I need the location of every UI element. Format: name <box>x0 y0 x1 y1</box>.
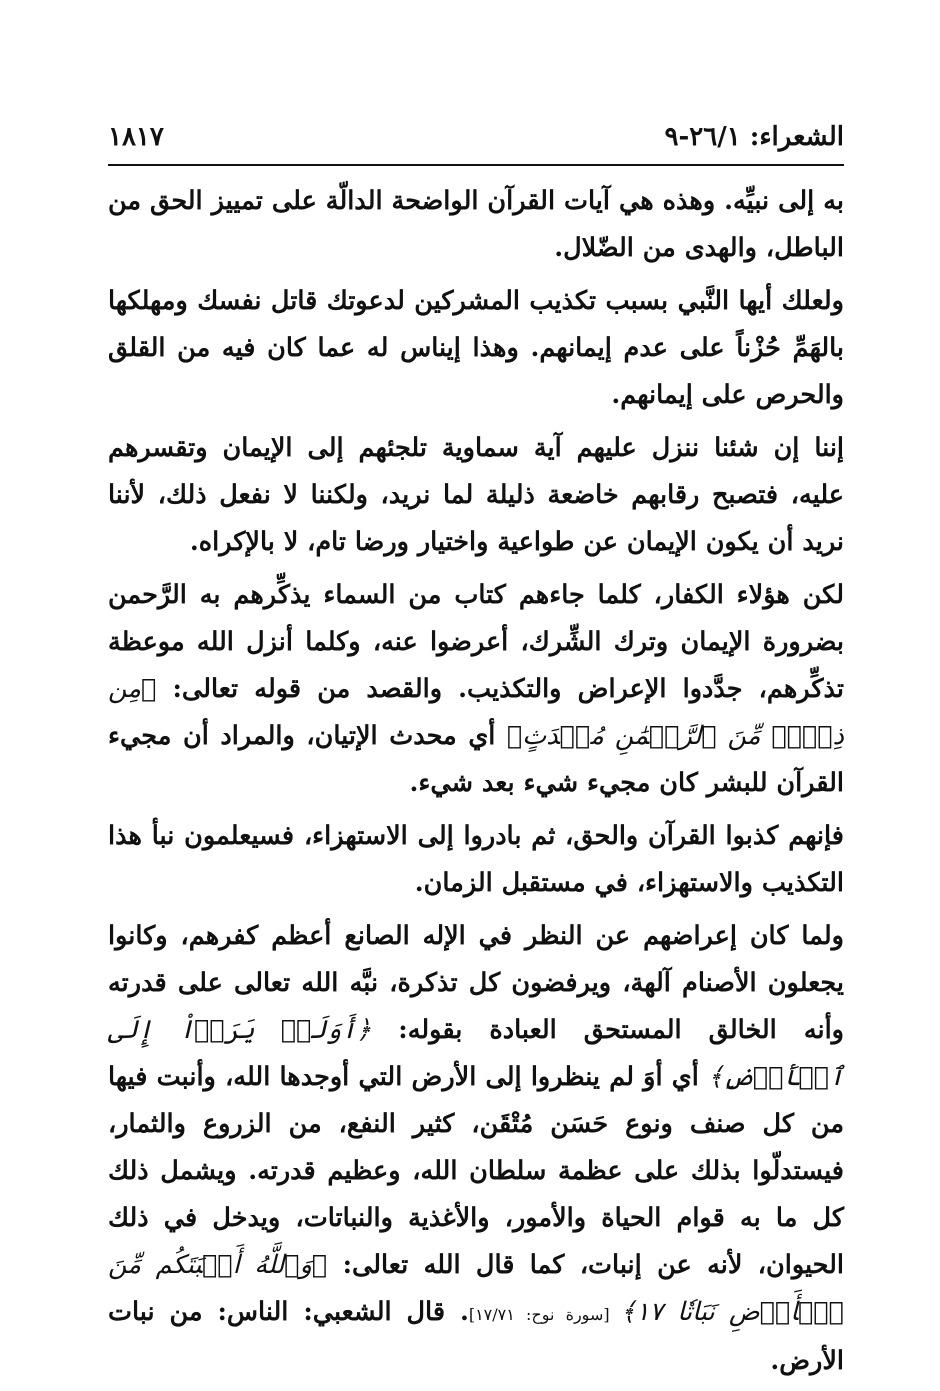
paragraph-6-text-a: ولما كان إعراضهم عن النظر في الإله الصانع أعظم كفرهم، وكانوا يجعلون الأصنام آلهة، ويرفضون كل تذكرة، نبَّه الله تعالى على قدرته وأنه الخالق المستحق العبادة بقوله: <box>108 921 844 1045</box>
paragraph-6-text-c: . قال الشعبي: الناس: من نبات الأرض. <box>108 1297 844 1376</box>
paragraph-2: ولعلك أيها النَّبي بسبب تكذيب المشركين لدعوتك قاتل نفسك ومهلكها بالهَمِّ حُزْناً على عدم إيمانهم. وهذا إيناس له عما كان فيه من القلق والحرص على إيمانهم. <box>108 286 844 410</box>
paragraph-6-text-b: أي أوَ لم ينظروا إلى الأرض التي أوجدها الله، وأنبت فيها من كل صنف ونوع حَسَن مُتْقَن، كثير النفع، من الزروع والثمار، فيستدلّوا بذلك على عظمة سلطان الله، وعظيم قدرته. ويشمل ذلك كل ما به قوام الحياة والأمور، والأغذية والنباتات، ويدخل في ذلك الحيوان، لأنه عن إنبات، كما قال الله تعالى: <box>108 1062 844 1280</box>
running-title: الشعراء: ٢٦/١-٩ <box>664 122 844 152</box>
page-header <box>108 114 844 164</box>
paragraph-4-text-a: لكن هؤلاء الكفار، كلما جاءهم كتاب من السماء يذكِّرهم به الرَّحمن بضرورة الإيمان وترك الشِّرك، أعرضوا عنه، وكلما أنزل الله موعظة تذكِّرهم، جدَّدوا الإعراض والتكذيب. والقصد من قوله تعالى: <box>108 580 844 704</box>
paragraph-4-text-b: أي محدث الإتيان، والمراد أن مجيء القرآن للبشر كان مجيء شيء بعد شيء. <box>108 721 844 798</box>
quran-quote-3: ﴿وَٱللَّهُ أَنۢبَتَكُم مِّنَ ٱلۡأَرۡضِ نَبَاتٗا ١٧﴾ <box>108 1250 844 1327</box>
paragraph-6 <box>108 913 844 1385</box>
page-body <box>108 178 844 1391</box>
quran-quote-2: ﴿أَوَلَمۡ يَرَوۡاْ إِلَى ٱلۡأَرۡضِ﴾ <box>108 1015 844 1092</box>
quran-quote-1: ﴿مِن ذِكۡرٖ مِّنَ ٱلرَّحۡمَٰنِ مُحۡدَثٍ﴾ <box>108 674 845 751</box>
paragraph-3: إننا إن شئنا ننزل عليهم آية سماوية تلجئهم إلى الإيمان وتقسرهم عليه، فتصبح رقابهم خاضعة ذليلة لما نريد، ولكننا لا نفعل ذلك، لأننا نريد أن يكون الإيمان عن طواعية واختيار ورضا تام، لا بالإكراه. <box>108 433 844 557</box>
surah-reference: [سورة نوح: ١٧/٧١] <box>468 1305 621 1324</box>
paragraph-4 <box>108 572 844 807</box>
page-number: ١٨١٧ <box>108 122 164 152</box>
paragraph-1: به إلى نبيِّه. وهذه هي آيات القرآن الواضحة الدالّة على تمييز الحق من الباطل، والهدى من الضّلال. <box>108 186 844 263</box>
header-rule <box>108 164 844 166</box>
paragraph-5: فإنهم كذبوا القرآن والحق، ثم بادروا إلى الاستهزاء، فسيعلمون نبأ هذا التكذيب والاستهزاء، في مستقبل الزمان. <box>108 821 844 898</box>
